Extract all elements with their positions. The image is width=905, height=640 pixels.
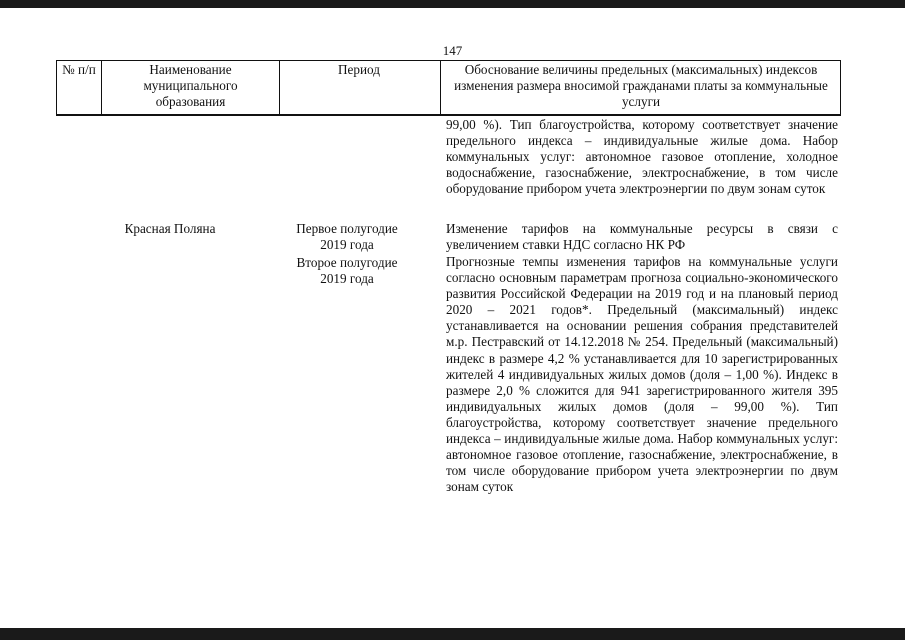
header-divider-1	[101, 60, 102, 115]
period-second-half: Второе полугодие 2019 года	[296, 255, 398, 287]
header-divider-2	[279, 60, 280, 115]
continuation-paragraph: 99,00 %). Тип благоустройства, которому соответствует значение предельного индекса – индивидуальные жилые дома. Набор коммунальных услуг: автономное газовое отопление, холодное водоснабжение, газоснабжение, электроснабжение, в том числе оборудование прибором учета электроэнергии по двум зонам суток	[446, 117, 838, 197]
header-bottom-border	[56, 114, 841, 116]
header-municipality: Наименование муниципального образования	[143, 62, 238, 109]
header-period: Период	[338, 62, 380, 77]
header-top-border	[56, 60, 841, 61]
page-number: 147	[442, 43, 463, 58]
header-divider-3	[440, 60, 441, 115]
municipality-name: Красная Поляна	[124, 221, 216, 236]
header-number: № п/п	[62, 62, 96, 77]
basis-forecast	[446, 254, 838, 495]
scan-border-top	[0, 0, 905, 8]
basis-vat-change	[446, 221, 838, 253]
header-right-border	[840, 60, 841, 115]
header-left-border	[56, 60, 57, 115]
basis-vat-paragraph: Изменение тарифов на коммунальные ресурсы в связи с увеличением ставки НДС согласно НК РФ	[446, 221, 838, 253]
basis-forecast-paragraph: Прогнозные темпы изменения тарифов на коммунальные услуги согласно основным параметрам прогноза социально-экономического развития Российской Федерации на 2019 год и на плановый период 2020 – 2021 годов*. Предельный (максимальный) индекс устанавливается на основании решения собрания представителей м.р. Пестравский от 14.12.2018 № 254. Предельный (максимальный) индекс в размере 4,2 % устанавливается для 10 зарегистрированных жителей 4 индивидуальных жилых домов (доля – 1,00 %). Индекс в размере 2,0 % сложится для 941 зарегистрированного жителя 395 индивидуальных жилых домов (доля – 99,00 %). Тип благоустройства, которому соответствует значение предельного индекса – индивидуальные жилые дома. Набор коммунальных услуг: автономное газовое отопление, газоснабжение, электроснабжение, в том числе оборудование прибором учета электроэнергии по двум зонам суток	[446, 254, 838, 495]
period-first-half: Первое полугодие 2019 года	[296, 221, 398, 253]
continuation-basis-text	[446, 117, 838, 197]
header-basis: Обоснование величины предельных (максимальных) индексов изменения размера вносимой гражданами платы за коммунальные услуги	[454, 62, 828, 109]
scan-border-bottom	[0, 628, 905, 640]
